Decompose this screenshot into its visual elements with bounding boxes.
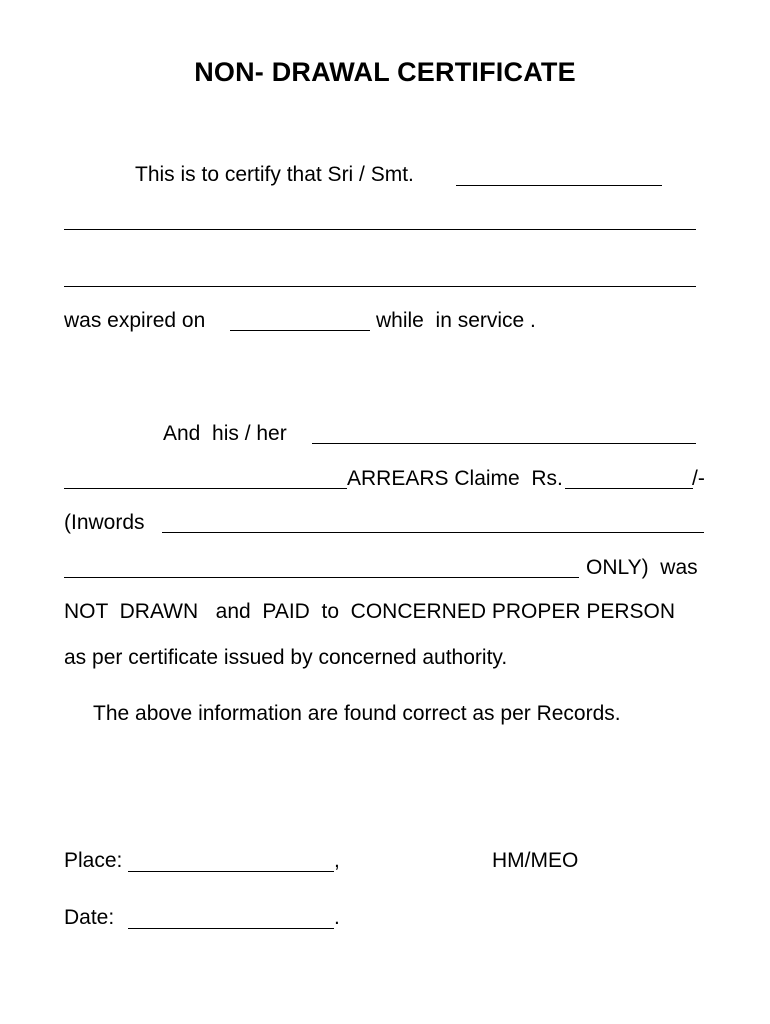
relation-blank — [312, 443, 696, 444]
date-period: . — [334, 906, 340, 929]
name-blank — [456, 185, 662, 186]
arrears-claim-label: ARREARS Claime Rs. — [347, 467, 563, 490]
place-blank — [128, 871, 334, 872]
inwords-label: (Inwords — [64, 511, 145, 534]
in-service-text: while in service . — [376, 309, 536, 332]
only-was-text: ONLY) was — [586, 556, 698, 579]
signatory-label: HM/MEO — [492, 849, 579, 872]
page-title: NON- DRAWAL CERTIFICATE — [194, 57, 576, 87]
his-her-label: And his / her — [163, 422, 287, 445]
as-per-certificate-text: as per certificate issued by concerned authority. — [64, 646, 508, 669]
certify-intro-text: This is to certify that Sri / Smt. — [135, 163, 414, 186]
expired-on-label: was expired on — [64, 309, 206, 332]
amount-suffix: /- — [692, 467, 705, 490]
place-comma: , — [334, 849, 340, 872]
records-statement: The above information are found correct as per Records. — [93, 702, 621, 725]
amount-blank — [565, 488, 693, 489]
date-blank — [128, 928, 334, 929]
claimant-blank — [64, 488, 347, 489]
name-continuation-blank-1 — [64, 229, 696, 230]
date-label: Date: — [64, 906, 115, 929]
place-label: Place: — [64, 849, 123, 872]
inwords-blank-1 — [162, 532, 704, 533]
inwords-blank-2 — [64, 577, 579, 578]
expiry-date-blank — [230, 330, 370, 331]
not-drawn-text: NOT DRAWN and PAID to CONCERNED PROPER PERSON — [64, 600, 676, 623]
name-continuation-blank-2 — [64, 286, 696, 287]
